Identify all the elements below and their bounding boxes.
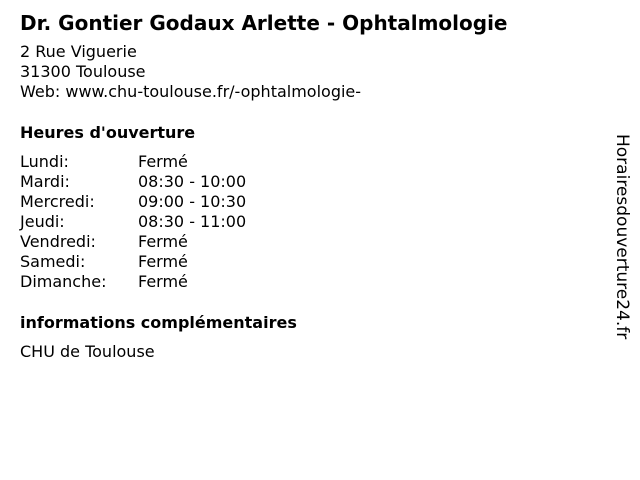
hours-row-sunday xyxy=(20,272,600,292)
listing-card xyxy=(20,10,600,362)
watermark-text: Horairesdouverture24.fr xyxy=(612,134,632,340)
day-label: Mardi: xyxy=(20,172,70,191)
site-watermark xyxy=(609,134,635,346)
address-city: 31300 Toulouse xyxy=(20,62,146,81)
day-label: Samedi: xyxy=(20,252,86,271)
day-hours: Fermé xyxy=(138,152,188,171)
day-label: Jeudi: xyxy=(20,212,65,231)
hours-row-friday xyxy=(20,232,600,252)
day-hours: 09:00 - 10:30 xyxy=(138,192,247,211)
opening-hours-table xyxy=(20,152,600,292)
day-label: Mercredi: xyxy=(20,192,95,211)
day-hours: 08:30 - 11:00 xyxy=(138,212,247,231)
website-link[interactable]: Web: www.chu-toulouse.fr/-ophtalmologie- xyxy=(20,82,362,101)
opening-hours-heading: Heures d'ouverture xyxy=(20,123,196,142)
day-label: Lundi: xyxy=(20,152,69,171)
day-label: Dimanche: xyxy=(20,272,107,291)
hours-row-wednesday xyxy=(20,192,600,212)
hours-row-tuesday xyxy=(20,172,600,192)
day-hours: Fermé xyxy=(138,252,188,271)
additional-info-text: CHU de Toulouse xyxy=(20,342,155,361)
day-label: Vendredi: xyxy=(20,232,96,251)
address-street: 2 Rue Viguerie xyxy=(20,42,137,61)
page-title: Dr. Gontier Godaux Arlette - Ophtalmologie xyxy=(20,11,508,35)
hours-row-saturday xyxy=(20,252,600,272)
hours-row-monday xyxy=(20,152,600,172)
day-hours: Fermé xyxy=(138,232,188,251)
day-hours: 08:30 - 10:00 xyxy=(138,172,247,191)
hours-row-thursday xyxy=(20,212,600,232)
additional-info-heading: informations complémentaires xyxy=(20,313,297,332)
day-hours: Fermé xyxy=(138,272,188,291)
